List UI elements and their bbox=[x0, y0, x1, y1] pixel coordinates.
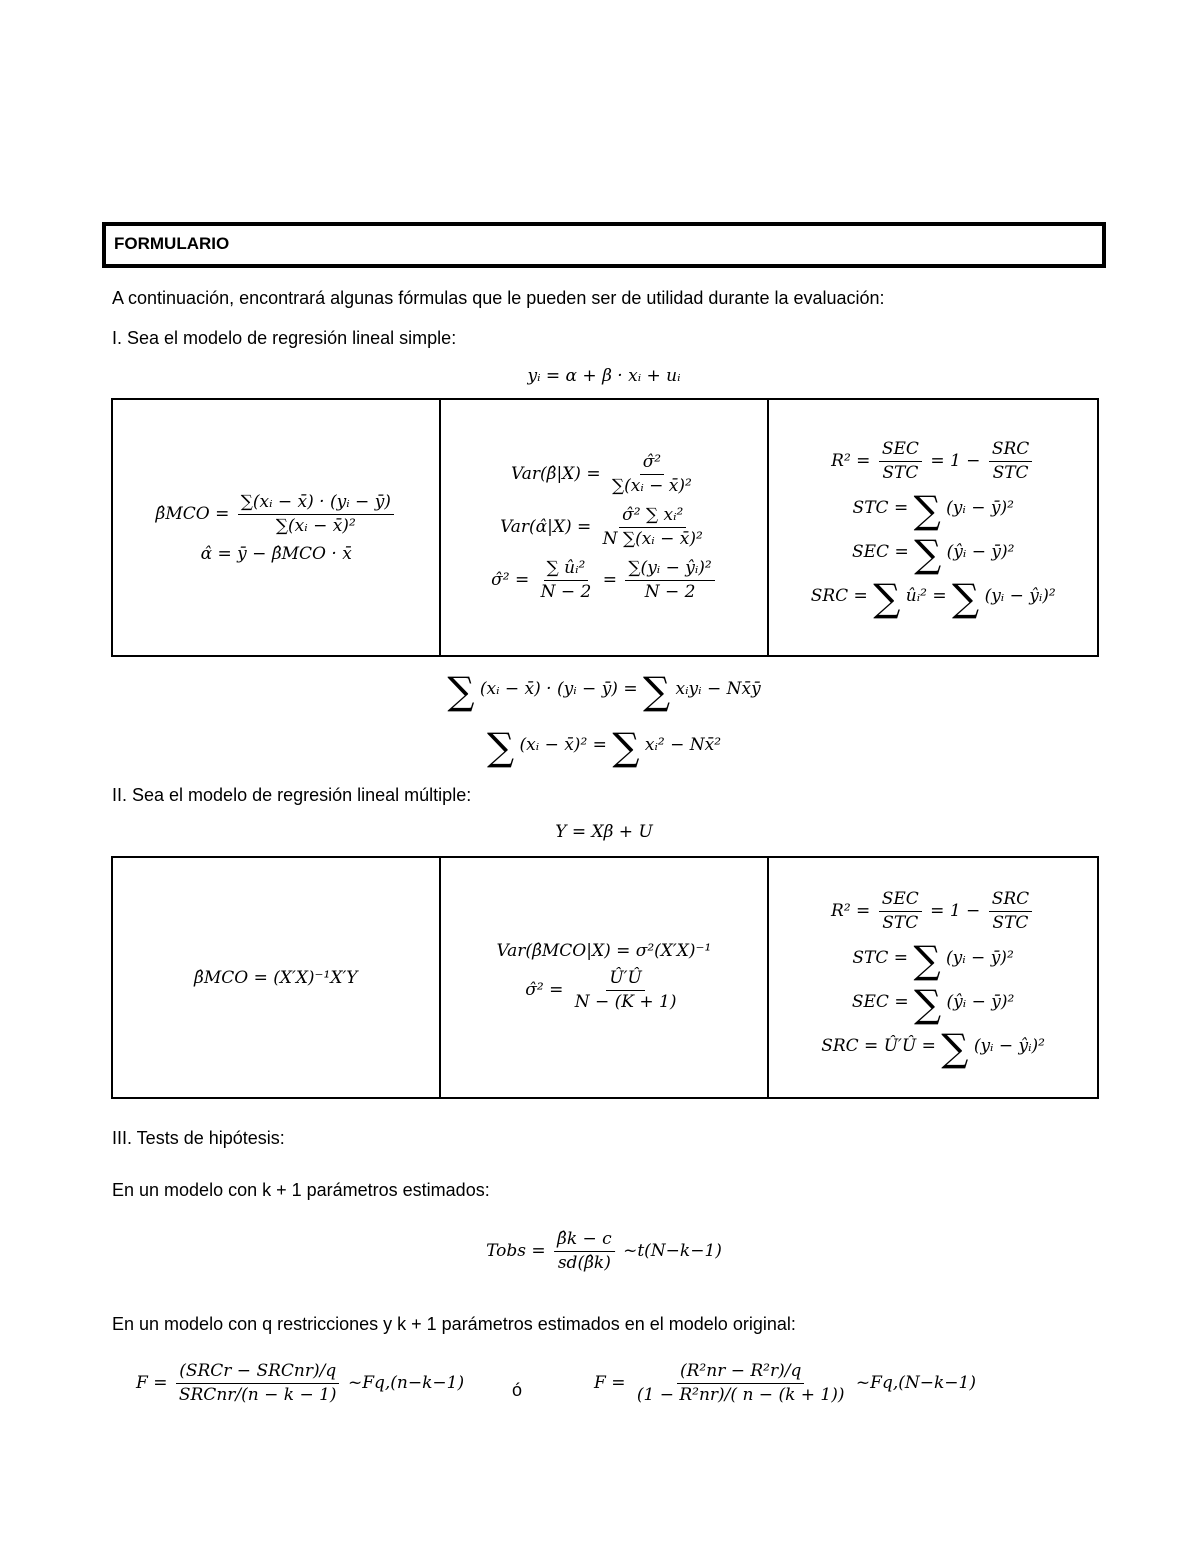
s1-varalpha-den: N ∑(xᵢ − x̄)² bbox=[602, 529, 703, 549]
intro-text: A continuación, encontrará algunas fórmulas que le pueden ser de utilidad durante la evaluación: bbox=[112, 288, 885, 308]
f2-num: (R²nr − R²r)/q bbox=[677, 1360, 804, 1384]
s1-sec-lhs: SEC = bbox=[852, 541, 909, 562]
s1-sigma-lhs: σ̂² = bbox=[491, 569, 530, 590]
sum-icon: ∑ bbox=[642, 669, 671, 713]
s2-cell-ols bbox=[112, 857, 440, 1098]
sum-icon: ∑ bbox=[952, 575, 980, 620]
f2-lhs: F = bbox=[594, 1372, 626, 1393]
s1-r2-den1: STC bbox=[882, 463, 919, 483]
title-box bbox=[102, 222, 1106, 268]
s1-sigma-den2: N − 2 bbox=[644, 581, 696, 602]
section3-line2: En un modelo con q restricciones y k + 1 parámetros estimados en el modelo original: bbox=[112, 1314, 796, 1334]
s1-sigma-num1: ∑ ûᵢ² bbox=[544, 557, 589, 581]
s2-src-lhs: SRC = Û′Û = bbox=[821, 1035, 936, 1056]
f1-den: SRCnr/(n − k − 1) bbox=[178, 1384, 337, 1405]
f1-fraction bbox=[176, 1360, 340, 1407]
s2-var-formula: Var(β̂MCO|X) = σ²(X′X)⁻¹ bbox=[496, 941, 712, 962]
s2-stc-lhs: STC = bbox=[852, 947, 909, 968]
s1-alpha-formula: α̂ = ȳ − β̂MCO · x̄ bbox=[200, 543, 352, 564]
s2-src-rhs: (yᵢ − ŷᵢ)² bbox=[973, 1035, 1045, 1056]
s1-varalpha-lhs: Var(α̂|X) = bbox=[500, 517, 592, 537]
s1-cell-ols bbox=[112, 399, 440, 656]
s1-beta-lhs: β̂MCO = bbox=[155, 504, 230, 524]
s1-varbeta-den: ∑(xᵢ − x̄)² bbox=[611, 476, 692, 497]
page-title: FORMULARIO bbox=[114, 234, 230, 253]
sum-icon: ∑ bbox=[914, 531, 942, 576]
s2-r2-den2: STC bbox=[992, 913, 1029, 933]
s2-r2-fraction2 bbox=[989, 888, 1032, 935]
s1-sec-rhs: (ŷᵢ − ȳ)² bbox=[946, 541, 1015, 562]
section2-heading: II. Sea el modelo de regresión lineal múltiple: bbox=[112, 785, 472, 805]
s1-cell-r2 bbox=[768, 399, 1098, 656]
sum-icon: ∑ bbox=[914, 981, 942, 1026]
s1-stc-lhs: STC = bbox=[852, 497, 909, 518]
s1-r2-num2: SRC bbox=[989, 438, 1032, 462]
s1-varbeta-num: σ̂² bbox=[640, 451, 664, 475]
section3-heading: III. Tests de hipótesis: bbox=[112, 1128, 285, 1148]
s2-cell-variance bbox=[440, 857, 769, 1098]
f-statistic-2 bbox=[594, 1360, 976, 1407]
identity-2-b: xᵢ² − Nx̄² bbox=[644, 735, 722, 755]
s1-sigma-fraction1 bbox=[538, 557, 595, 604]
s1-sigma-num2: ∑(yᵢ − ŷᵢ)² bbox=[625, 557, 714, 581]
sum-icon: ∑ bbox=[913, 937, 941, 982]
sum-icon: ∑ bbox=[486, 725, 515, 769]
s2-sec-lhs: SEC = bbox=[851, 991, 909, 1012]
s1-beta-num: ∑(xᵢ − x̄) · (yᵢ − ȳ) bbox=[238, 491, 394, 515]
s1-varbeta-lhs: Var(β̂|X) = bbox=[511, 464, 601, 485]
s1-r2-lhs: R² = bbox=[831, 451, 871, 471]
s2-sigma-num: Û′Û bbox=[606, 967, 645, 991]
sum-icon: ∑ bbox=[612, 725, 640, 769]
s1-src-mid: ûᵢ² = bbox=[905, 585, 947, 606]
s1-sigma-fraction2 bbox=[625, 557, 714, 604]
t-lhs: Tobs = bbox=[486, 1240, 546, 1261]
f2-rhs: ~Fq,(N−k−1) bbox=[855, 1372, 976, 1393]
section2-model: Y = Xβ + U bbox=[555, 822, 653, 842]
section1-model: yᵢ = α + β · xᵢ + uᵢ bbox=[527, 366, 681, 386]
f2-fraction bbox=[634, 1360, 848, 1407]
t-fraction bbox=[554, 1228, 615, 1275]
section2-table bbox=[111, 856, 1099, 1099]
s1-src-rhs: (yᵢ − ŷᵢ)² bbox=[984, 585, 1056, 606]
s2-r2-lhs: R² = bbox=[831, 901, 871, 921]
identity-2 bbox=[486, 725, 722, 769]
s1-r2-num1: SEC bbox=[879, 438, 922, 462]
s2-r2-den1: STC bbox=[882, 913, 919, 933]
t-statistic bbox=[486, 1228, 722, 1275]
s2-sigma-lhs: σ̂² = bbox=[525, 980, 564, 1000]
s1-varbeta-fraction bbox=[609, 451, 695, 498]
sum-icon: ∑ bbox=[941, 1025, 969, 1070]
s1-r2-fraction2 bbox=[989, 438, 1032, 485]
s1-beta-den: ∑(xᵢ − x̄)² bbox=[275, 516, 356, 536]
s1-varalpha-num: σ̂² ∑ xᵢ² bbox=[619, 504, 686, 528]
s2-r2-mid: = 1 − bbox=[930, 901, 981, 921]
identity-1-b: xᵢyᵢ − Nx̄ȳ bbox=[675, 679, 761, 699]
s1-sigma-den1: N − 2 bbox=[540, 581, 592, 602]
s1-cell-variance: Var(β̂|X) = $\frac{\text{σ̂²}}{\text{∑(xᵢ − x̄)²}}$ Var(α̂|X) = $\frac{\text{σ̂² ∑ xᵢ²}}{\text{N ∑(xᵢ − x̄)²}}$ σ̂² = $\frac{\text{∑ ûᵢ²}}{N - 2}$ = $\frac{\text{∑(yᵢ − ŷᵢ)²}}{N - 2}$ bbox=[440, 399, 768, 656]
s1-beta-fraction bbox=[238, 491, 394, 538]
f2-den: (1 − R²nr)/( n − (k + 1)) bbox=[636, 1384, 845, 1405]
s1-r2-den2: STC bbox=[992, 463, 1029, 483]
t-num: β̂k − c bbox=[554, 1228, 615, 1252]
s2-r2-num2: SRC bbox=[989, 888, 1032, 912]
f1-rhs: ~Fq,(n−k−1) bbox=[347, 1372, 465, 1393]
f1-lhs: F = bbox=[136, 1372, 168, 1393]
s2-cell-r2 bbox=[768, 857, 1098, 1098]
identity-2-a: (xᵢ − x̄)² = bbox=[519, 735, 607, 755]
sum-icon: ∑ bbox=[873, 575, 901, 620]
f1-num: (SRCr − SRCnr)/q bbox=[176, 1360, 339, 1384]
s2-beta-formula: β̂MCO = (X′X)⁻¹X′Y bbox=[194, 967, 358, 988]
s2-sec-rhs: (ŷᵢ − ȳ)² bbox=[946, 991, 1015, 1012]
s2-r2-num1: SEC bbox=[879, 888, 922, 912]
or-word: ó bbox=[512, 1380, 523, 1400]
s2-stc-rhs: (yᵢ − ȳ)² bbox=[946, 947, 1014, 968]
s1-stc-rhs: (yᵢ − ȳ)² bbox=[946, 497, 1014, 518]
t-den: sd(β̂k) bbox=[557, 1252, 611, 1273]
s1-r2-mid: = 1 − bbox=[930, 451, 981, 471]
s2-sigma-den: N − (K + 1) bbox=[574, 992, 677, 1012]
s1-varalpha-fraction bbox=[600, 504, 706, 551]
f-statistic-1 bbox=[136, 1360, 464, 1407]
s2-sigma-fraction bbox=[572, 967, 680, 1014]
section3-line1: En un modelo con k + 1 parámetros estimados: bbox=[112, 1180, 490, 1200]
t-rhs: ~t(N−k−1) bbox=[623, 1240, 722, 1261]
identity-1 bbox=[447, 669, 761, 713]
sum-icon: ∑ bbox=[913, 487, 941, 532]
s1-r2-fraction1 bbox=[879, 438, 922, 485]
sum-icon: ∑ bbox=[447, 669, 475, 713]
identity-1-a: (xᵢ − x̄) · (yᵢ − ȳ) = bbox=[479, 679, 638, 699]
s1-src-lhs: SRC = bbox=[810, 585, 868, 606]
s2-r2-fraction1 bbox=[879, 888, 922, 935]
section1-heading: I. Sea el modelo de regresión lineal simple: bbox=[112, 328, 457, 348]
section1-table bbox=[111, 398, 1099, 657]
